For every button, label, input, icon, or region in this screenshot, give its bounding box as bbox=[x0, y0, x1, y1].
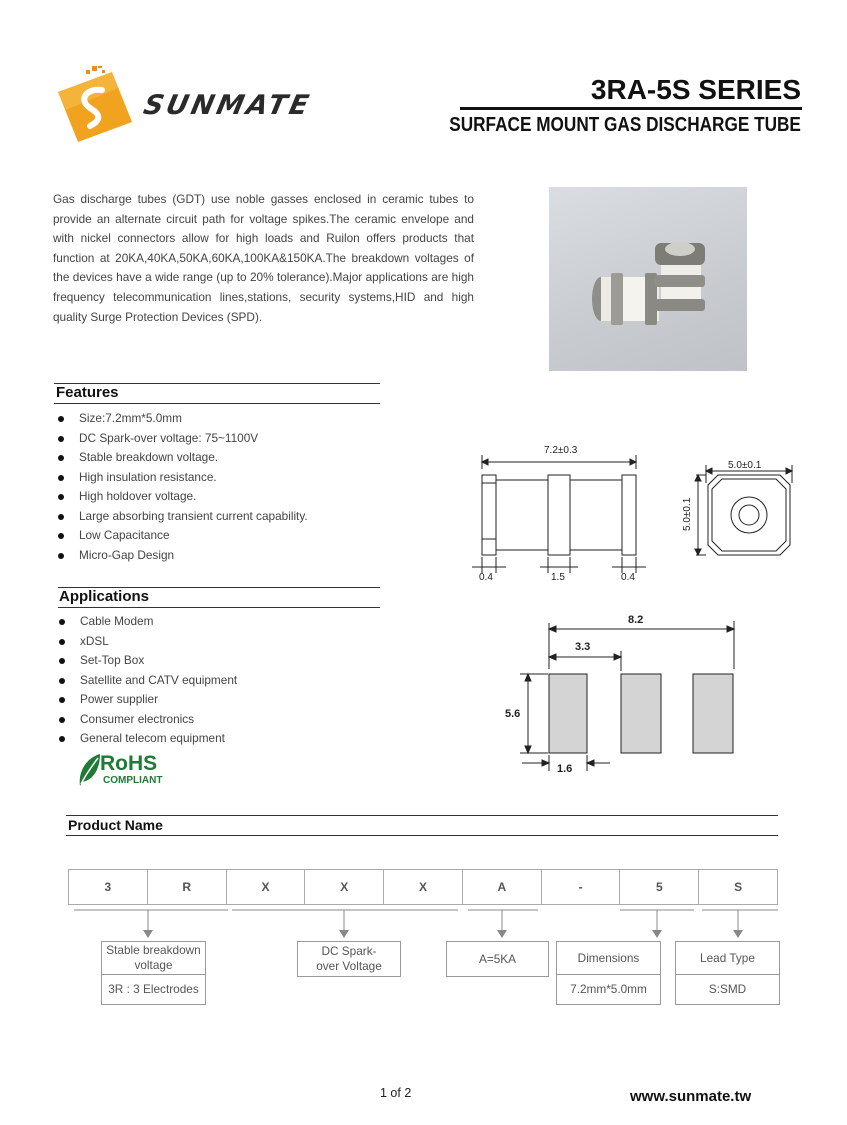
list-item: Set-Top Box bbox=[54, 651, 237, 671]
sunmate-logo-icon bbox=[56, 66, 146, 148]
list-item: Size:7.2mm*5.0mm bbox=[53, 409, 308, 429]
lead-type-box bbox=[675, 941, 780, 1005]
dimensions-box-value: 7.2mm*5.0mm bbox=[570, 982, 647, 996]
electrodes-box bbox=[101, 941, 206, 1005]
applications-bottom-rule bbox=[58, 607, 380, 608]
list-item: General telecom equipment bbox=[54, 729, 237, 749]
applications-list bbox=[54, 612, 237, 749]
lead-type-box-title: Lead Type bbox=[676, 942, 779, 975]
page-number: 1 of 2 bbox=[380, 1086, 412, 1100]
brand-wordmark: SUNMATE bbox=[140, 90, 315, 121]
product-name-top-rule bbox=[66, 815, 778, 816]
footprint-pad-middle bbox=[621, 674, 661, 753]
dimensions-box bbox=[556, 941, 661, 1005]
rohs-label: RoHS bbox=[100, 752, 158, 775]
code-cell: X bbox=[384, 870, 463, 904]
list-item: Satellite and CATV equipment bbox=[54, 671, 237, 691]
list-item: Consumer electronics bbox=[54, 710, 237, 730]
header-rule bbox=[460, 107, 802, 110]
lead-type-box-value: S:SMD bbox=[708, 982, 747, 996]
footprint-pitch: 3.3 bbox=[575, 641, 591, 653]
features-top-rule bbox=[54, 383, 380, 384]
dim-width-top: 5.0±0.1 bbox=[728, 460, 762, 471]
part-code-row bbox=[68, 869, 778, 905]
code-cell: A bbox=[463, 870, 542, 904]
list-item: Low Capacitance bbox=[53, 526, 308, 546]
website-link[interactable]: www.sunmate.tw bbox=[630, 1088, 752, 1105]
voltage-box bbox=[297, 941, 401, 977]
electrodes-box-title: Stable breakdown voltage bbox=[102, 942, 205, 975]
intro-paragraph: Gas discharge tubes (GDT) use noble gasses enclosed in ceramic tubes to provide an alternate circuit path for voltage spikes.The ceramic envelope and with nickel connectors allow for high loads and Ruilon offers products that function at 20KA,40KA,50KA,60KA,100KA&150KA.The breakdown voltages of the devices have a wide range (up to 20% tolerance).Major applications are high frequency telecommunication lines,stations, security systems,HID and high quality Surge Protection Devices (SPD). bbox=[53, 192, 474, 324]
list-item: Large absorbing transient current capability. bbox=[53, 507, 308, 527]
code-cell: X bbox=[305, 870, 384, 904]
rohs-compliant-label: COMPLIANT bbox=[103, 775, 163, 786]
current-box bbox=[446, 941, 549, 977]
code-cell: 5 bbox=[620, 870, 699, 904]
footprint-total: 8.2 bbox=[628, 614, 644, 626]
product-name-bottom-rule bbox=[66, 835, 778, 836]
dim-cap-right: 0.4 bbox=[621, 572, 635, 583]
rohs-badge bbox=[76, 752, 196, 788]
code-cell: - bbox=[542, 870, 621, 904]
code-cell: X bbox=[227, 870, 306, 904]
footprint-pad-left bbox=[549, 674, 587, 753]
electrodes-box-value: 3R : 3 Electrodes bbox=[108, 982, 199, 996]
footprint-drawing bbox=[500, 605, 750, 785]
dim-length: 7.2±0.3 bbox=[544, 445, 578, 456]
series-title: 3RA-5S SERIES bbox=[590, 74, 801, 105]
product-photo bbox=[549, 187, 747, 371]
code-cell: 3 bbox=[69, 870, 148, 904]
code-connectors bbox=[60, 906, 790, 946]
list-item: Micro-Gap Design bbox=[53, 546, 308, 566]
list-item: DC Spark-over voltage: 75~1100V bbox=[53, 429, 308, 449]
product-name-title: Product Name bbox=[68, 817, 163, 833]
applications-title: Applications bbox=[59, 588, 150, 605]
list-item: Stable breakdown voltage. bbox=[53, 448, 308, 468]
dim-width-side: 5.0±0.1 bbox=[682, 497, 693, 531]
list-item: Power supplier bbox=[54, 690, 237, 710]
current-box-title: A=5KA bbox=[478, 951, 517, 966]
list-item: High holdover voltage. bbox=[53, 487, 308, 507]
features-title: Features bbox=[56, 384, 119, 401]
page-subtitle: SURFACE MOUNT GAS DISCHARGE TUBE bbox=[449, 114, 801, 136]
list-item: Cable Modem bbox=[54, 612, 237, 632]
features-bottom-rule bbox=[54, 403, 380, 404]
leaf-icon bbox=[76, 752, 102, 788]
dimensions-box-title: Dimensions bbox=[557, 942, 660, 975]
dimension-drawing bbox=[460, 435, 820, 595]
voltage-box-title: DC Spark-over Voltage bbox=[316, 944, 382, 973]
code-cell: S bbox=[734, 880, 743, 894]
footprint-pad-width: 1.6 bbox=[557, 763, 573, 775]
features-list bbox=[53, 409, 308, 565]
list-item: xDSL bbox=[54, 632, 237, 652]
gdt-photo-illustration bbox=[549, 187, 747, 371]
code-cell: R bbox=[148, 870, 227, 904]
dim-cap-left: 0.4 bbox=[479, 572, 493, 583]
footprint-pad-right bbox=[693, 674, 733, 753]
list-item: High insulation resistance. bbox=[53, 468, 308, 488]
footprint-height: 5.6 bbox=[505, 708, 521, 720]
dim-middle: 1.5 bbox=[551, 572, 565, 583]
